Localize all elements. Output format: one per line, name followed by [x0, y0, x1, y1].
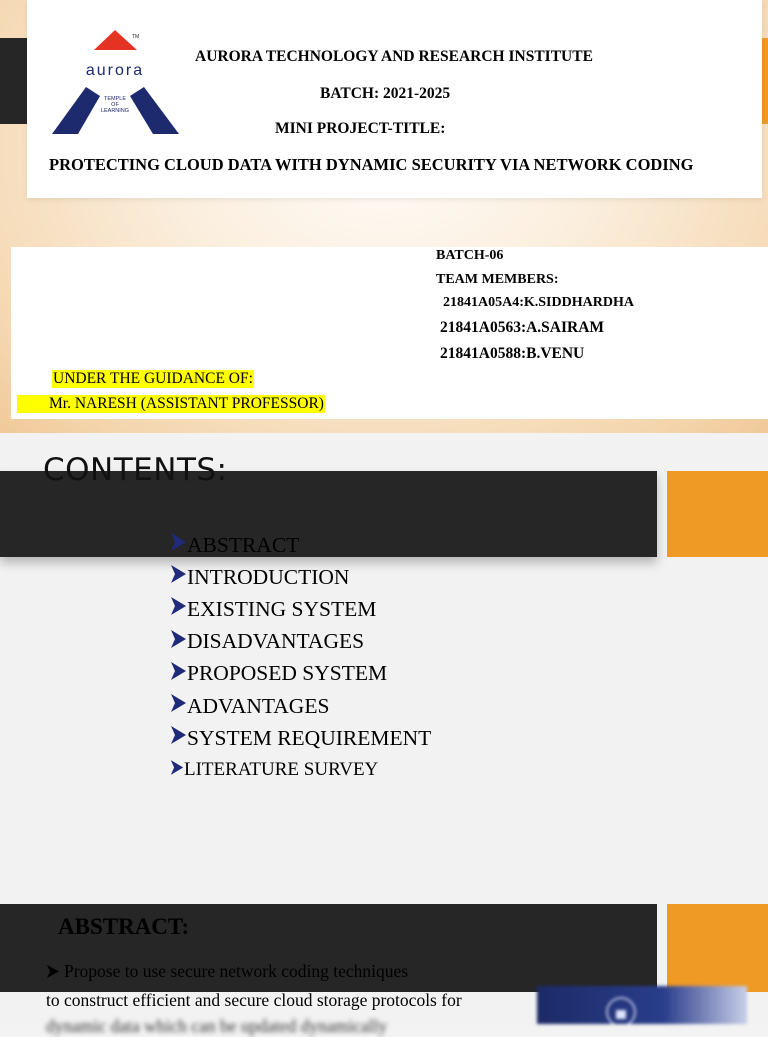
abstract-slide — [0, 902, 768, 1036]
aurora-logo — [52, 28, 179, 136]
list-item: DISADVANTAGES — [170, 626, 431, 658]
svg-text:TM: TM — [132, 34, 140, 40]
list-item: ABSTRACT — [170, 529, 431, 561]
arrow-bullet-icon — [170, 564, 187, 584]
team-member: 21841A0588:B.VENU — [440, 345, 585, 362]
team-member: 21841A0563:A.SAIRAM — [440, 319, 605, 336]
contents-list — [170, 529, 431, 787]
arrow-bullet-icon — [170, 629, 187, 649]
contents-title: CONTENTS: — [43, 452, 228, 488]
team-info-card — [11, 247, 768, 419]
arrow-bullet-icon — [170, 661, 187, 681]
abstract-line: to construct efficient and secure cloud storage protocols for — [46, 990, 462, 1010]
orange-accent — [667, 904, 768, 992]
arrow-bullet-icon — [46, 964, 60, 979]
list-item: INTRODUCTION — [170, 561, 431, 593]
svg-text:LEARNING: LEARNING — [100, 108, 130, 114]
batch-number: BATCH-06 — [436, 248, 504, 263]
arrow-bullet-icon — [170, 725, 187, 745]
team-member: 21841A05A4:K.SIDDHARDHA — [443, 295, 634, 310]
arrow-bullet-icon — [170, 596, 187, 616]
institute-name: AURORA TECHNOLOGY AND RESEARCH INSTITUTE — [195, 48, 593, 65]
arrow-bullet-icon — [170, 759, 184, 776]
arrow-bullet-icon — [170, 693, 187, 713]
svg-text:OF: OF — [111, 102, 119, 108]
svg-text:aurora: aurora — [85, 62, 145, 79]
abstract-line: Propose to use secure network coding techniques — [46, 961, 408, 982]
list-item: ADVANTAGES — [170, 690, 431, 722]
abstract-title: ABSTRACT: — [58, 914, 190, 939]
contents-slide — [0, 434, 768, 902]
batch-years: BATCH: 2021-2025 — [320, 85, 451, 102]
list-item: LITERATURE SURVEY — [170, 754, 431, 786]
guidance-label: UNDER THE GUIDANCE OF: — [53, 370, 253, 387]
abstract-line: dynamic data which can be updated dynamically — [46, 1016, 388, 1036]
team-members-label: TEAM MEMBERS: — [436, 272, 559, 287]
title-slide — [0, 0, 768, 433]
guide-name: Mr. NARESH (ASSISTANT PROFESSOR) — [17, 395, 325, 413]
list-item: EXISTING SYSTEM — [170, 593, 431, 625]
project-title: PROTECTING CLOUD DATA WITH DYNAMIC SECURITY VIA NETWORK CODING — [49, 155, 694, 174]
list-item: SYSTEM REQUIREMENT — [170, 722, 431, 754]
mini-project-label: MINI PROJECT-TITLE: — [275, 120, 446, 137]
orange-accent — [667, 471, 768, 557]
cloud-security-image — [537, 986, 747, 1024]
svg-text:TEMPLE: TEMPLE — [103, 96, 127, 102]
list-item: PROPOSED SYSTEM — [170, 658, 431, 690]
arrow-bullet-icon — [170, 532, 187, 552]
